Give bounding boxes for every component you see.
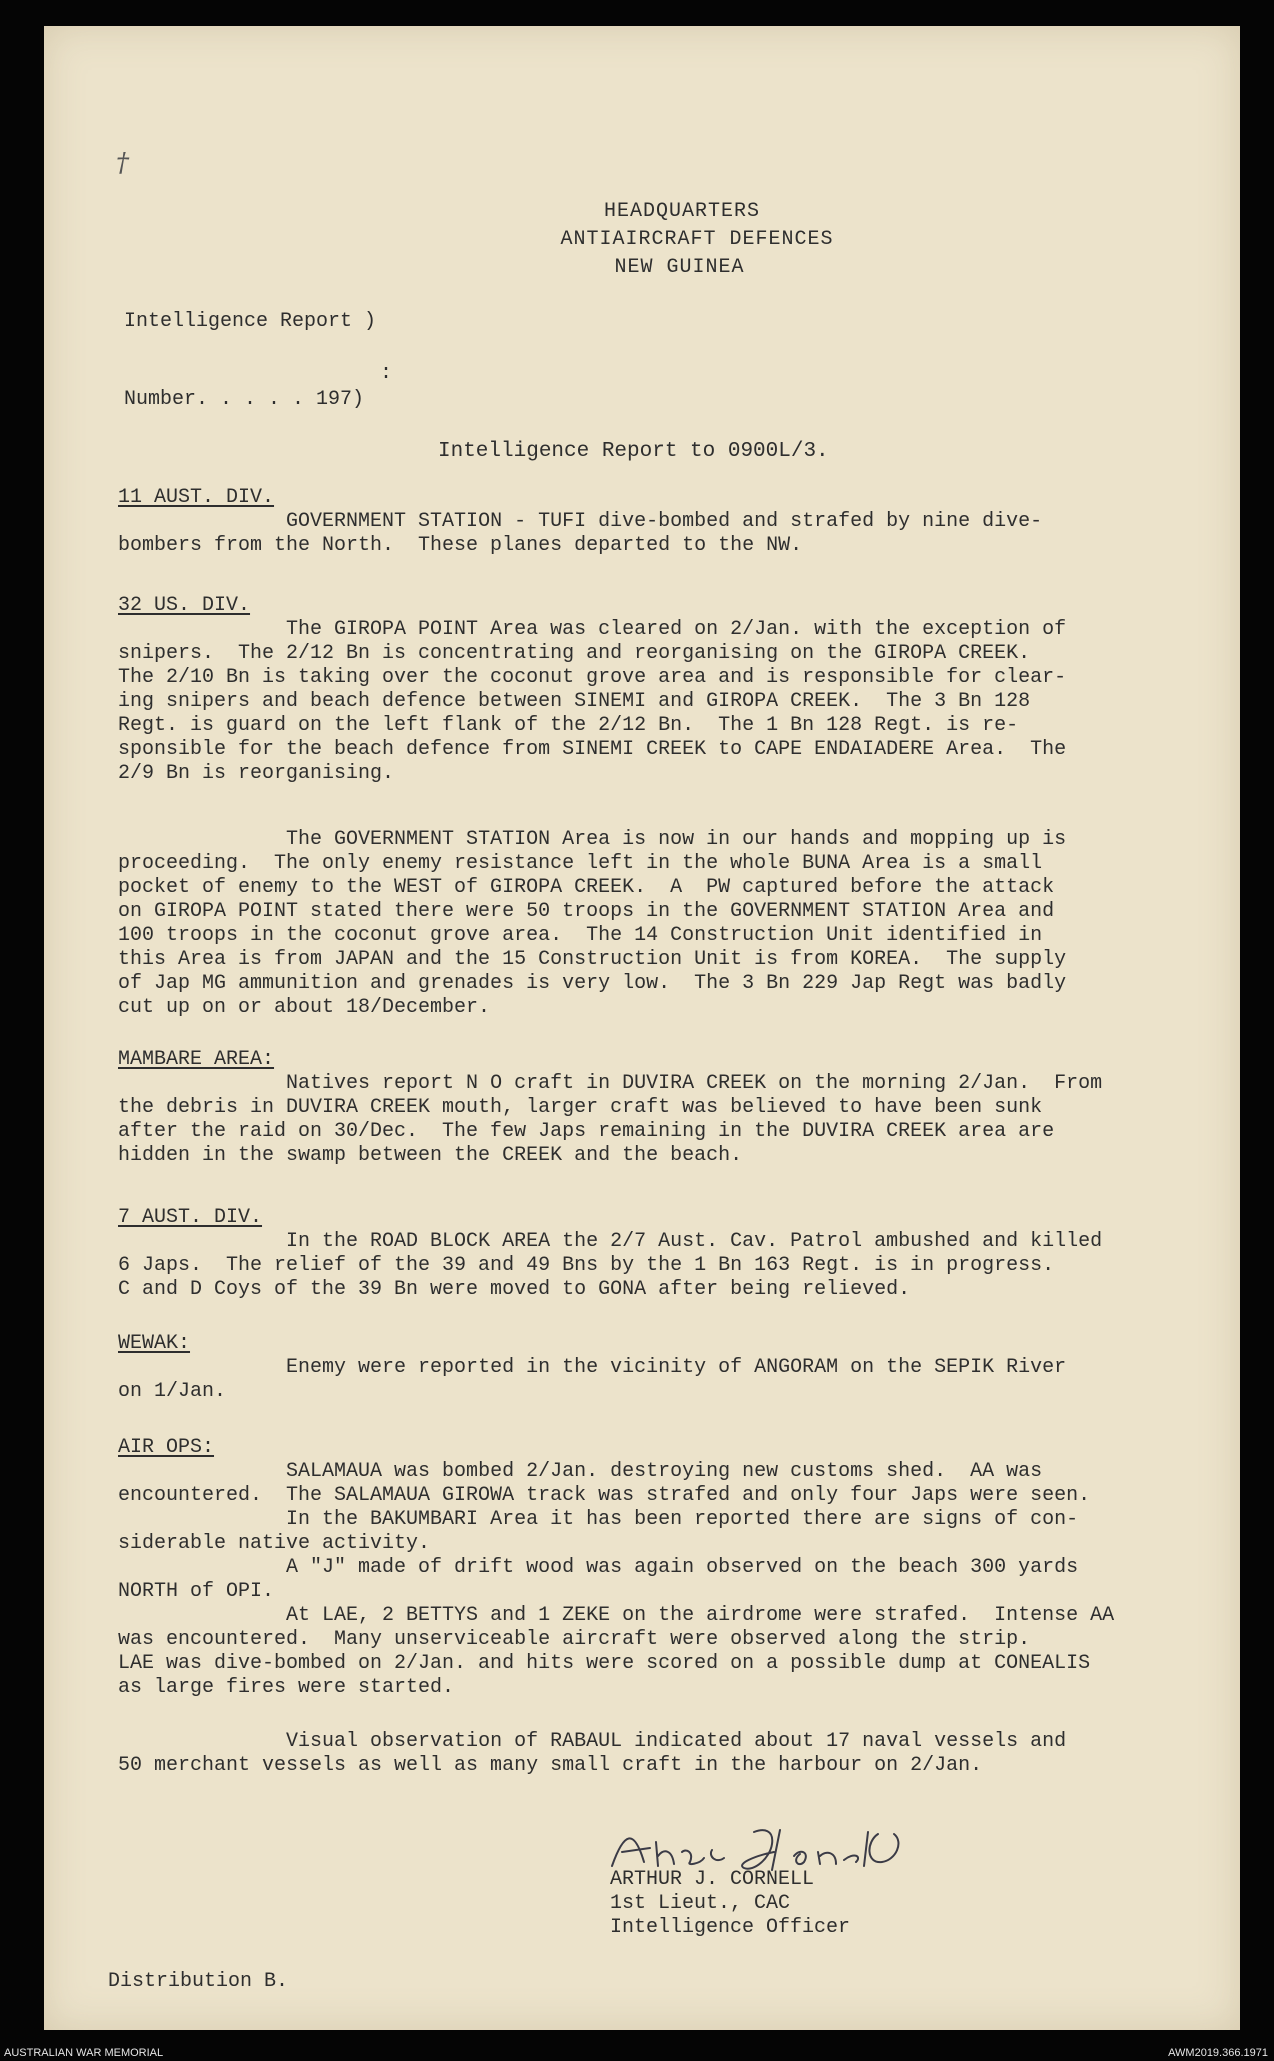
signature-block: [610, 1868, 850, 1940]
section-paragraph: Visual observation of RABAUL indicated about 17 naval vessels and 50 merchant vessels as well as many small craft in the harbour on 2/Jan.: [118, 1730, 1067, 1777]
section-heading: 11 AUST. DIV.: [118, 486, 275, 509]
report-ref-line: Intelligence Report ): [124, 310, 377, 333]
letterhead-line: NEW GUINEA: [614, 256, 745, 279]
section-paragraph: Enemy were reported in the vicinity of ANGORAM on the SEPIK River on 1/Jan.: [118, 1356, 1067, 1403]
section-mambare-area: [118, 1048, 1178, 1168]
letterhead: [44, 198, 1240, 282]
archive-id: AWM2019.366.1971: [1168, 2047, 1268, 2059]
section-7-aust-div: [118, 1206, 1178, 1302]
section-air-ops-rabaul: [118, 1730, 1178, 1778]
document-page: [44, 26, 1240, 2030]
report-ref-colon: :: [380, 362, 393, 385]
section-paragraph: SALAMAUA was bombed 2/Jan. destroying new customs shed. AA was encountered. The SALAMAUA GIROWA track was strafed and only four Japs were seen. In the BAKUMBARI Area it has been reported there are signs of con- siderable native activity. A "J" made of drift wood was again observed on the beach 300 yards NORTH of OPI. At LAE, 2 BETTYS and 1 ZEKE on the airdrome were strafed. Intense AA was encountered. Many unserviceable aircraft were observed along the strip. LAE was dive-bombed on 2/Jan. and hits were scored on a possible dump at CONEALIS as large fires were started.: [118, 1460, 1115, 1699]
report-number-line: Number. . . . . 197): [124, 388, 365, 411]
section-paragraph: GOVERNMENT STATION - TUFI dive-bombed and strafed by nine dive- bombers from the North. These planes departed to the NW.: [118, 510, 1043, 557]
handwritten-mark: †: [116, 148, 129, 178]
section-heading: 7 AUST. DIV.: [118, 1206, 263, 1229]
section-heading: AIR OPS:: [118, 1436, 215, 1459]
section-paragraph: Natives report N O craft in DUVIRA CREEK on the morning 2/Jan. From the debris in DUVIRA CREEK mouth, larger craft was believed to have been sunk after the raid on 30/Dec. The few Japs remaining in the DUVIRA CREEK area are hidden in the swamp between the CREEK and the beach.: [118, 1072, 1103, 1167]
signatory-rank: 1st Lieut., CAC: [610, 1892, 791, 1915]
letterhead-line: ANTIAIRCRAFT DEFENCES: [560, 228, 834, 251]
letterhead-line: HEADQUARTERS: [603, 200, 761, 223]
section-32-us-div-continued: [118, 828, 1178, 1020]
section-paragraph: The GIROPA POINT Area was cleared on 2/Jan. with the exception of snipers. The 2/12 Bn is concentrating and reorganising on the GIROPA CREEK. The 2/10 Bn is taking over the coconut grove area and is responsible for clear- ing snipers and beach defence between SINEMI and GIROPA CREEK. The 3 Bn 128 Regt. is guard on the left flank of the 2/12 Bn. The 1 Bn 128 Regt. is re- sponsible for the beach defence from SINEMI CREEK to CAPE ENDAIADERE Area. The 2/9 Bn is reorganising.: [118, 618, 1067, 785]
section-11-aust-div: [118, 486, 1178, 558]
section-paragraph: In the ROAD BLOCK AREA the 2/7 Aust. Cav. Patrol ambushed and killed 6 Japs. The relief of the 39 and 49 Bns by the 1 Bn 163 Regt. is in progress. C and D Coys of the 39 Bn were moved to GONA after being relieved.: [118, 1230, 1103, 1301]
signatory-name: ARTHUR J. CORNELL: [610, 1868, 815, 1891]
report-title: Intelligence Report to 0900L/3.: [438, 440, 829, 463]
section-heading: WEWAK:: [118, 1332, 191, 1355]
signatory-title: Intelligence Officer: [610, 1916, 851, 1939]
section-paragraph: The GOVERNMENT STATION Area is now in our hands and mopping up is proceeding. The only enemy resistance left in the whole BUNA Area is a small pocket of enemy to the WEST of GIROPA CREEK. A PW captured before the attack on GIROPA POINT stated there were 50 troops in the GOVERNMENT STATION Area and 100 troops in the coconut grove area. The 14 Construction Unit identified in this Area is from JAPAN and the 15 Construction Unit is from KOREA. The supply of Jap MG ammunition and grenades is very low. The 3 Bn 229 Jap Regt was badly cut up on or about 18/December.: [118, 828, 1067, 1019]
distribution-note: Distribution B.: [108, 1970, 289, 1993]
section-heading: MAMBARE AREA:: [118, 1048, 275, 1071]
section-heading: 32 US. DIV.: [118, 594, 251, 617]
section-wewak: [118, 1332, 1178, 1404]
section-air-ops: [118, 1436, 1178, 1700]
section-32-us-div: [118, 594, 1178, 786]
archive-credit: AUSTRALIAN WAR MEMORIAL: [4, 2047, 164, 2059]
